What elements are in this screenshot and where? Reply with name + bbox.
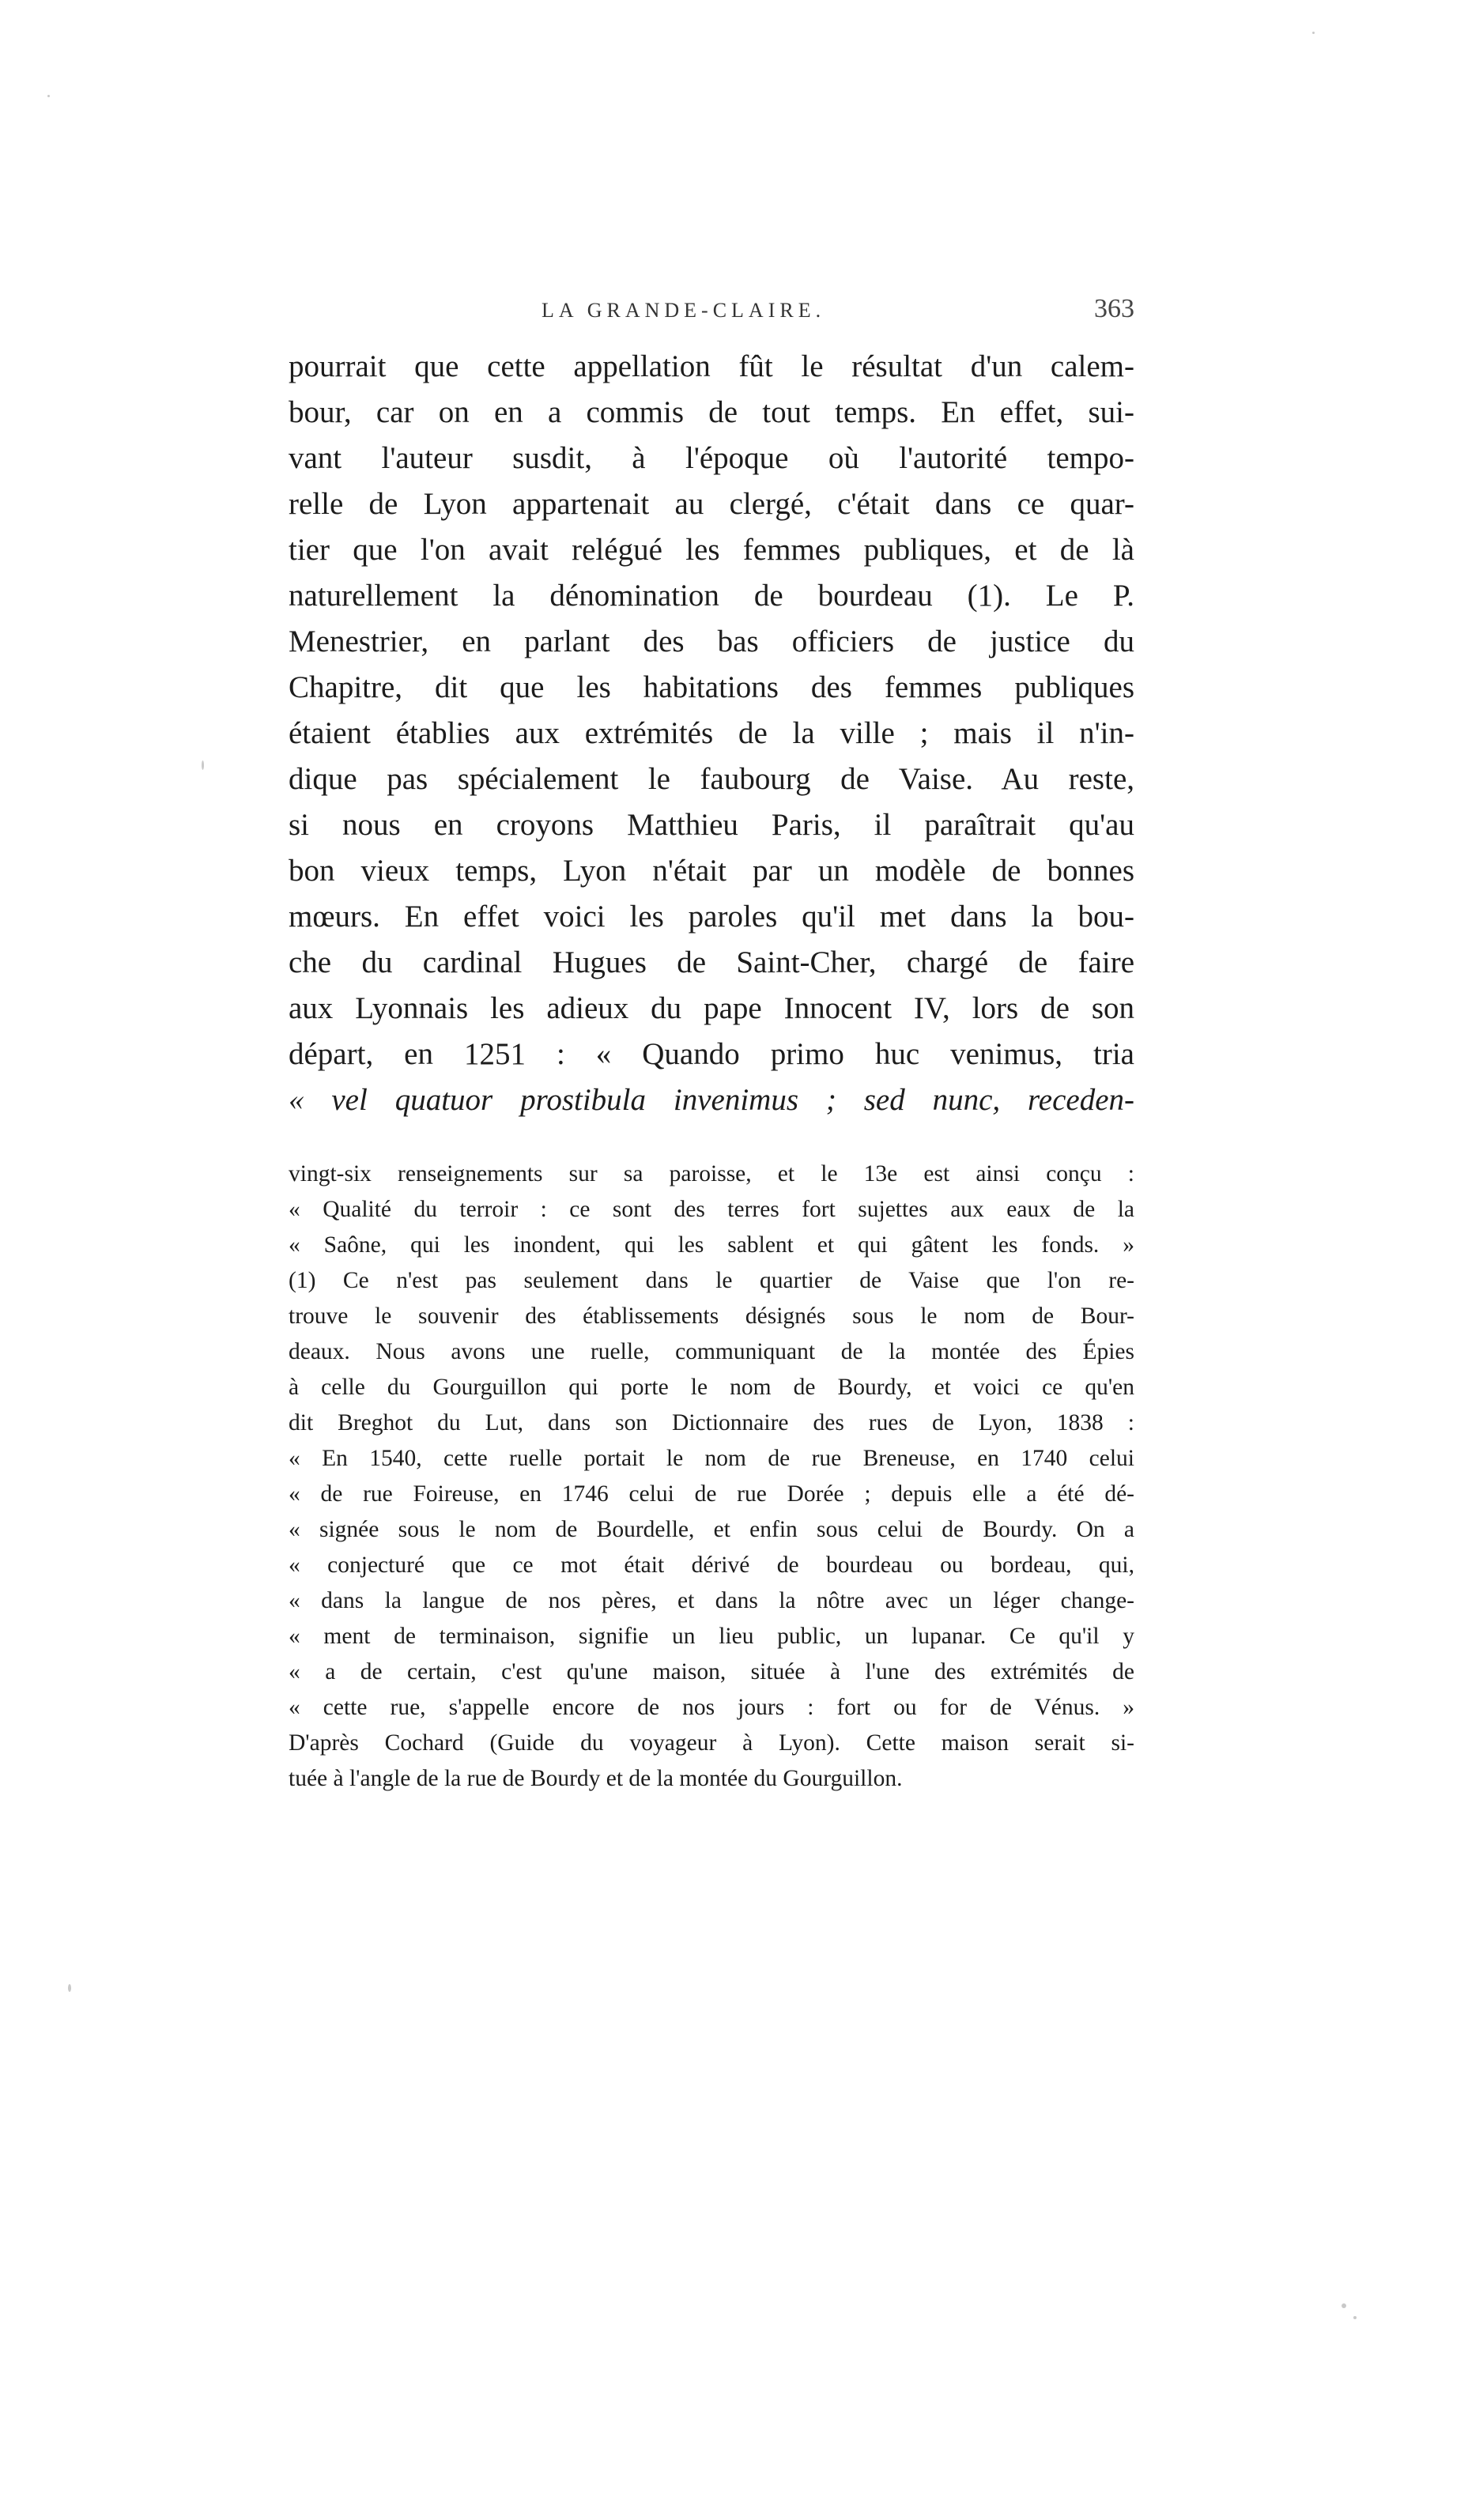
footnote-line: « signée sous le nom de Bourdelle, et enfin sous celui de Bourdy. On a [289, 1517, 1134, 1542]
text-line: naturellement la dénomination de bourdeau (1). Le P. [289, 579, 1134, 613]
footnote-line: vingt-six renseignements sur sa paroisse, et le 13e est ainsi conçu : [289, 1161, 1134, 1186]
text-line: tier que l'on avait relégué les femmes publiques, et de là [289, 533, 1134, 567]
footnote-line: à celle du Gourguillon qui porte le nom de Bourdy, et voici ce qu'en [289, 1375, 1134, 1400]
footnotes [289, 1156, 1134, 1797]
text-line: départ, en 1251 : « Quando primo huc venimus, tria [289, 1037, 1134, 1071]
footnote-line: tuée à l'angle de la rue de Bourdy et de la montée du Gourguillon. [289, 1766, 903, 1791]
text-line: bon vieux temps, Lyon n'était par un modèle de bonnes [289, 854, 1134, 888]
running-title: LA GRANDE-CLAIRE. [542, 299, 826, 322]
text-line: aux Lyonnais les adieux du pape Innocent IV, lors de son [289, 991, 1134, 1025]
text-line: vant l'auteur susdit, à l'époque où l'autorité tempo- [289, 441, 1134, 475]
footnote-line: « a de certain, c'est qu'une maison, située à l'une des extrémités de [289, 1659, 1134, 1684]
footnote-line: « Qualité du terroir : ce sont des terres fort sujettes aux eaux de la [289, 1197, 1134, 1222]
text-line: dique pas spécialement le faubourg de Vaise. Au reste, [289, 762, 1134, 796]
page-number: 363 [1094, 294, 1134, 323]
paper-speck [202, 760, 204, 770]
main-text [289, 344, 1134, 1123]
paper-speck [68, 1984, 71, 1992]
footnote-line: « cette rue, s'appelle encore de nos jours : fort ou for de Vénus. » [289, 1695, 1134, 1720]
text-line: relle de Lyon appartenait au clergé, c'était dans ce quar- [289, 487, 1134, 521]
page-header [289, 294, 1134, 334]
text-line: pourrait que cette appellation fût le résultat d'un calem- [289, 349, 1134, 383]
footnote-line: « de rue Foireuse, en 1746 celui de rue Dorée ; depuis elle a été dé- [289, 1481, 1134, 1507]
footnote-line: dit Breghot du Lut, dans son Dictionnaire des rues de Lyon, 1838 : [289, 1410, 1134, 1435]
footnote-line: deaux. Nous avons une ruelle, communiquant de la montée des Épies [289, 1339, 1134, 1364]
paper-speck [47, 95, 50, 97]
text-line: étaient établies aux extrémités de la ville ; mais il n'in- [289, 716, 1134, 750]
text-line: mœurs. En effet voici les paroles qu'il met dans la bou- [289, 900, 1134, 934]
paper-speck [1342, 2303, 1346, 2308]
footnote-line: « En 1540, cette ruelle portait le nom de rue Breneuse, en 1740 celui [289, 1446, 1134, 1471]
paper-speck [1312, 32, 1315, 34]
text-line: bour, car on en a commis de tout temps. En effet, sui- [289, 395, 1134, 429]
footnote-line: D'après Cochard (Guide du voyageur à Lyon). Cette maison serait si- [289, 1730, 1134, 1756]
footnote-line: (1) Ce n'est pas seulement dans le quartier de Vaise que l'on re- [289, 1268, 1134, 1293]
text-line: Chapitre, dit que les habitations des femmes publiques [289, 670, 1134, 704]
footnote-line: trouve le souvenir des établissements désignés sous le nom de Bour- [289, 1303, 1134, 1329]
text-line: Menestrier, en parlant des bas officiers de justice du [289, 624, 1134, 658]
footnote-line: « Saône, qui les inondent, qui les sablent et qui gâtent les fonds. » [289, 1232, 1134, 1258]
footnote-line: « conjecturé que ce mot était dérivé de bourdeau ou bordeau, qui, [289, 1552, 1134, 1578]
text-line: si nous en croyons Matthieu Paris, il paraîtrait qu'au [289, 808, 1134, 842]
paper-speck [1353, 2316, 1357, 2319]
text-line: « vel quatuor prostibula invenimus ; sed nunc, receden- [289, 1083, 1134, 1117]
footnote-line: « ment de terminaison, signifie un lieu public, un lupanar. Ce qu'il y [289, 1624, 1134, 1649]
footnote-line: « dans la langue de nos pères, et dans la nôtre avec un léger change- [289, 1588, 1134, 1613]
text-line: che du cardinal Hugues de Saint-Cher, chargé de faire [289, 945, 1134, 979]
